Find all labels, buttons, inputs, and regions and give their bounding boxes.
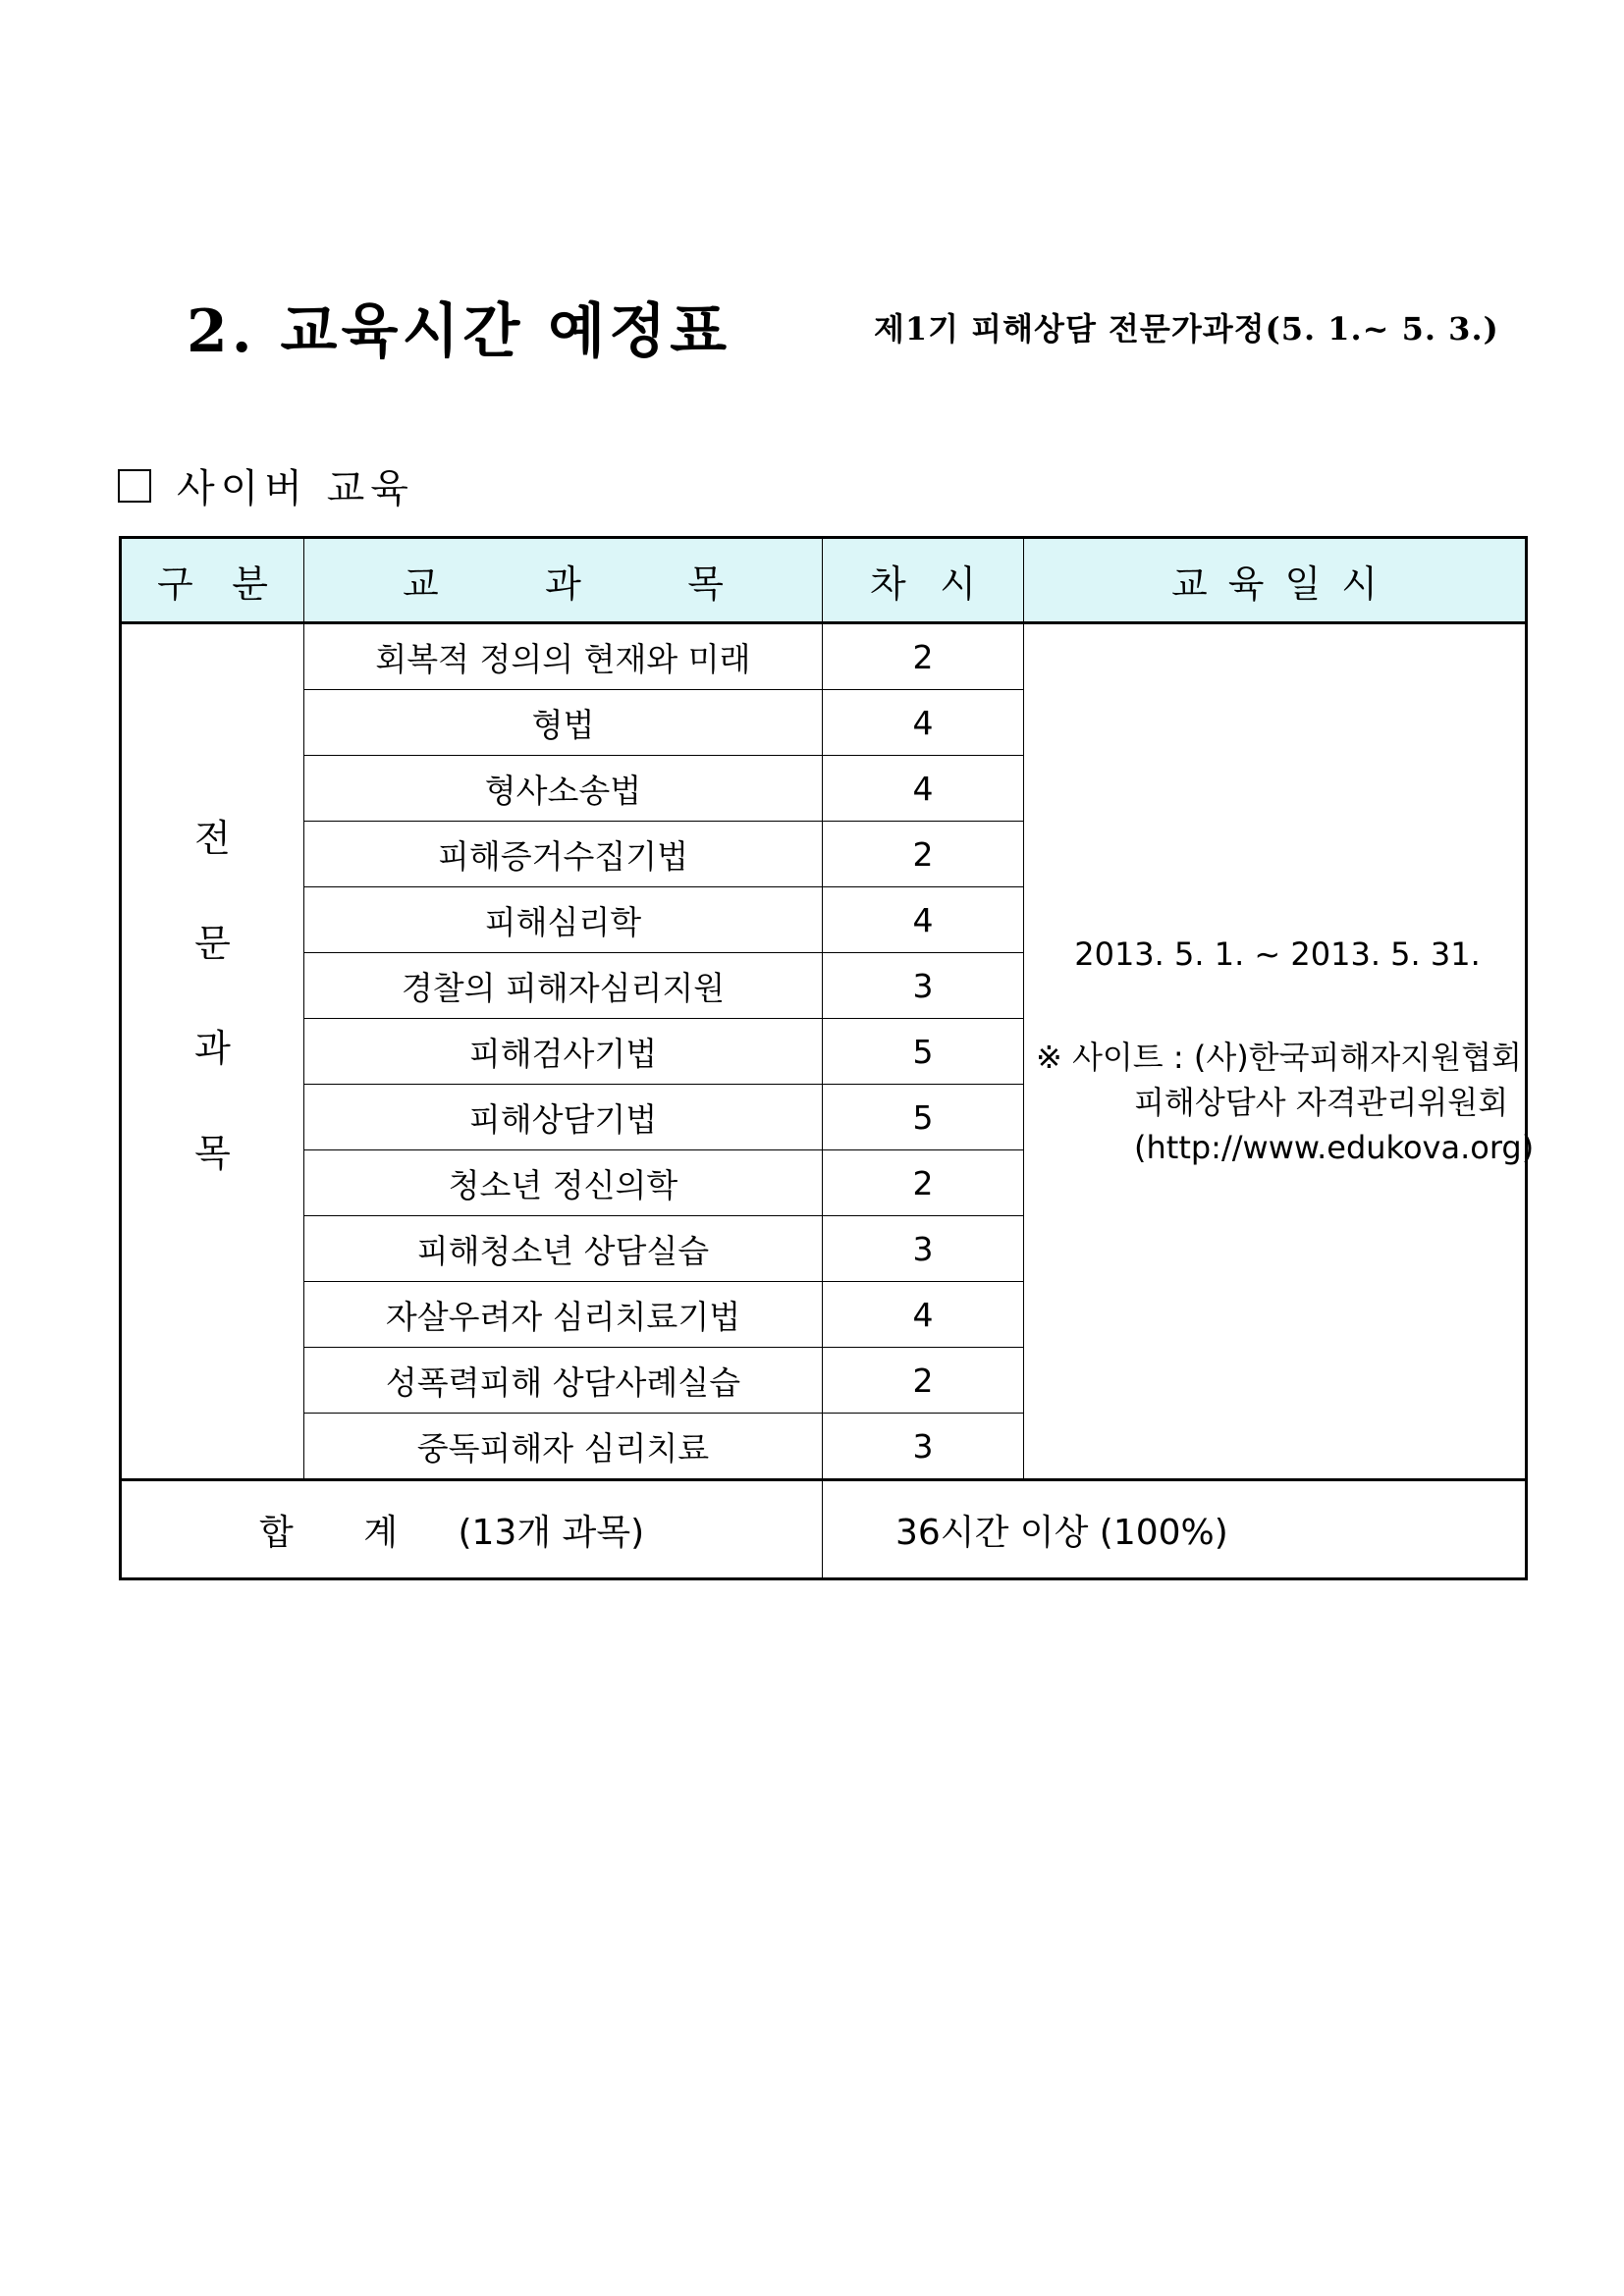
subject-cell: 피해검사기법 [304, 1019, 823, 1085]
site-line: ※ 사이트 : (사)한국피해자지원협회 [1036, 1038, 1522, 1076]
sessions-cell: 4 [823, 887, 1024, 953]
schedule-table [119, 536, 1535, 1580]
table-header-row [121, 538, 1527, 623]
sessions-cell: 2 [823, 1150, 1024, 1216]
schedule-info-cell [1024, 623, 1535, 1480]
total-label-part: 계 [363, 1512, 399, 1553]
sessions-cell: 3 [823, 1414, 1024, 1480]
site-org: 피해상담사 자격관리위원회 [1134, 1084, 1509, 1121]
subject-cell: 형법 [304, 690, 823, 756]
header-schedule [1024, 538, 1527, 623]
sessions-cell: 5 [823, 1019, 1024, 1085]
sessions-cell: 4 [823, 1282, 1024, 1348]
subject-cell: 경찰의 피해자심리지원 [304, 953, 823, 1019]
total-row [121, 1480, 1527, 1579]
page-title: 2. 교육시간 예정표 [187, 297, 731, 366]
table-row [121, 623, 1527, 690]
sessions-cell: 3 [823, 953, 1024, 1019]
section-heading [118, 457, 414, 513]
subject-cell: 중독피해자 심리치료 [304, 1414, 823, 1480]
header-subject-char: 교 [403, 561, 439, 606]
category-cell [121, 623, 304, 1480]
total-label-count: (13개 과목) [458, 1512, 645, 1553]
sessions-cell: 2 [823, 822, 1024, 887]
header-schedule-char: 육 [1227, 561, 1265, 606]
total-value: 36시간 이상 (100%) [823, 1480, 1527, 1579]
section-label: 사이버 교육 [177, 466, 414, 511]
header-schedule-char: 시 [1341, 561, 1378, 606]
subject-cell: 성폭력피해 상담사례실습 [304, 1348, 823, 1414]
sessions-cell: 2 [823, 623, 1024, 690]
subject-cell: 회복적 정의의 현재와 미래 [304, 623, 823, 690]
subject-cell: 청소년 정신의학 [304, 1150, 823, 1216]
total-label-part: 합 [259, 1512, 294, 1553]
header-category-char: 구 [157, 561, 193, 606]
checkbox-square-icon [118, 469, 151, 503]
header-schedule-char: 일 [1284, 561, 1322, 606]
site-url: (http://www.edukova.org) [1134, 1129, 1535, 1167]
total-label [121, 1480, 823, 1579]
subject-cell: 피해상담기법 [304, 1085, 823, 1150]
header-subject-char: 목 [687, 561, 724, 606]
subject-cell: 피해청소년 상담실습 [304, 1216, 823, 1282]
header-category [121, 538, 304, 623]
header-sessions [823, 538, 1024, 623]
category-char: 전 [194, 817, 231, 860]
course-subtitle: 제1기 피해상담 전문가과정(5. 1.~ 5. 3.) [874, 310, 1499, 347]
subject-cell: 자살우려자 심리치료기법 [304, 1282, 823, 1348]
sessions-cell: 3 [823, 1216, 1024, 1282]
category-char: 과 [194, 1027, 231, 1070]
header-schedule-char: 교 [1171, 561, 1208, 606]
sessions-cell: 2 [823, 1348, 1024, 1414]
category-char: 문 [194, 922, 231, 965]
subject-cell: 피해증거수집기법 [304, 822, 823, 887]
header-subject [304, 538, 823, 623]
header-sessions-char: 시 [940, 561, 976, 606]
category-char: 목 [194, 1132, 231, 1175]
sessions-cell: 5 [823, 1085, 1024, 1150]
sessions-cell: 4 [823, 756, 1024, 822]
header-category-char: 분 [232, 561, 268, 606]
schedule-period: 2013. 5. 1. ~ 2013. 5. 31. [1074, 935, 1481, 974]
subject-cell: 형사소송법 [304, 756, 823, 822]
header-subject-char: 과 [545, 561, 581, 606]
subject-cell: 피해심리학 [304, 887, 823, 953]
sessions-cell: 4 [823, 690, 1024, 756]
header-sessions-char: 차 [870, 561, 906, 606]
